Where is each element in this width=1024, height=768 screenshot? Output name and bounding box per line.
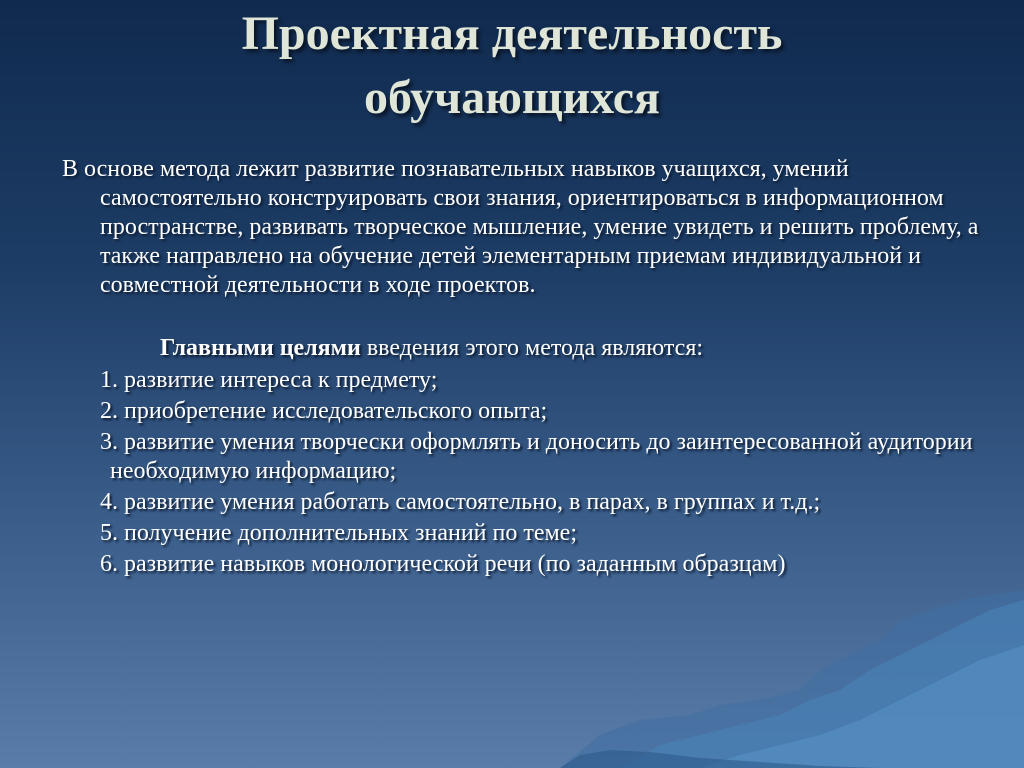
goals-heading-rest: введения этого метода являются: [360,335,704,361]
goals-list [62,366,982,579]
slide-body [62,155,982,581]
goal-text: 5. получение дополнительных знаний по теме; [100,520,577,546]
goal-item-1 [62,366,982,395]
goal-item-5 [62,519,982,548]
goal-text: 4. развитие умения работать самостоятельно, в парах, в группах и т.д.; [100,489,821,515]
title-line-2: обучающихся [364,71,660,124]
title-line-1: Проектная деятельность [241,7,783,60]
goal-item-2 [62,397,982,426]
goal-text: 3. развитие умения творчески оформлять и доносить до заинтересованной аудитории необходимую информацию; [100,429,973,484]
intro-paragraph: В основе метода лежит развитие познавательных навыков учащихся, умений самостоятельно конструировать свои знания, ориентироваться в информационном пространстве, развивать творческое мышление, умение увидеть и решить проблему, а также направлено на обучение детей элементарным приемам индивидуальной и совместной деятельности в ходе проектов. [62,156,979,298]
goal-item-4 [62,488,982,517]
slide-title [0,0,1024,130]
goal-item-6 [62,550,982,579]
goal-item-3 [62,428,982,486]
goal-text: 6. развитие навыков монологической речи (по заданным образцам) [100,551,786,577]
goal-text: 2. приобретение исследовательского опыта; [100,398,548,424]
goal-text: 1. развитие интереса к предмету; [100,367,438,393]
goals-heading-bold: Главными целями [160,335,361,361]
goals-heading [62,334,982,363]
